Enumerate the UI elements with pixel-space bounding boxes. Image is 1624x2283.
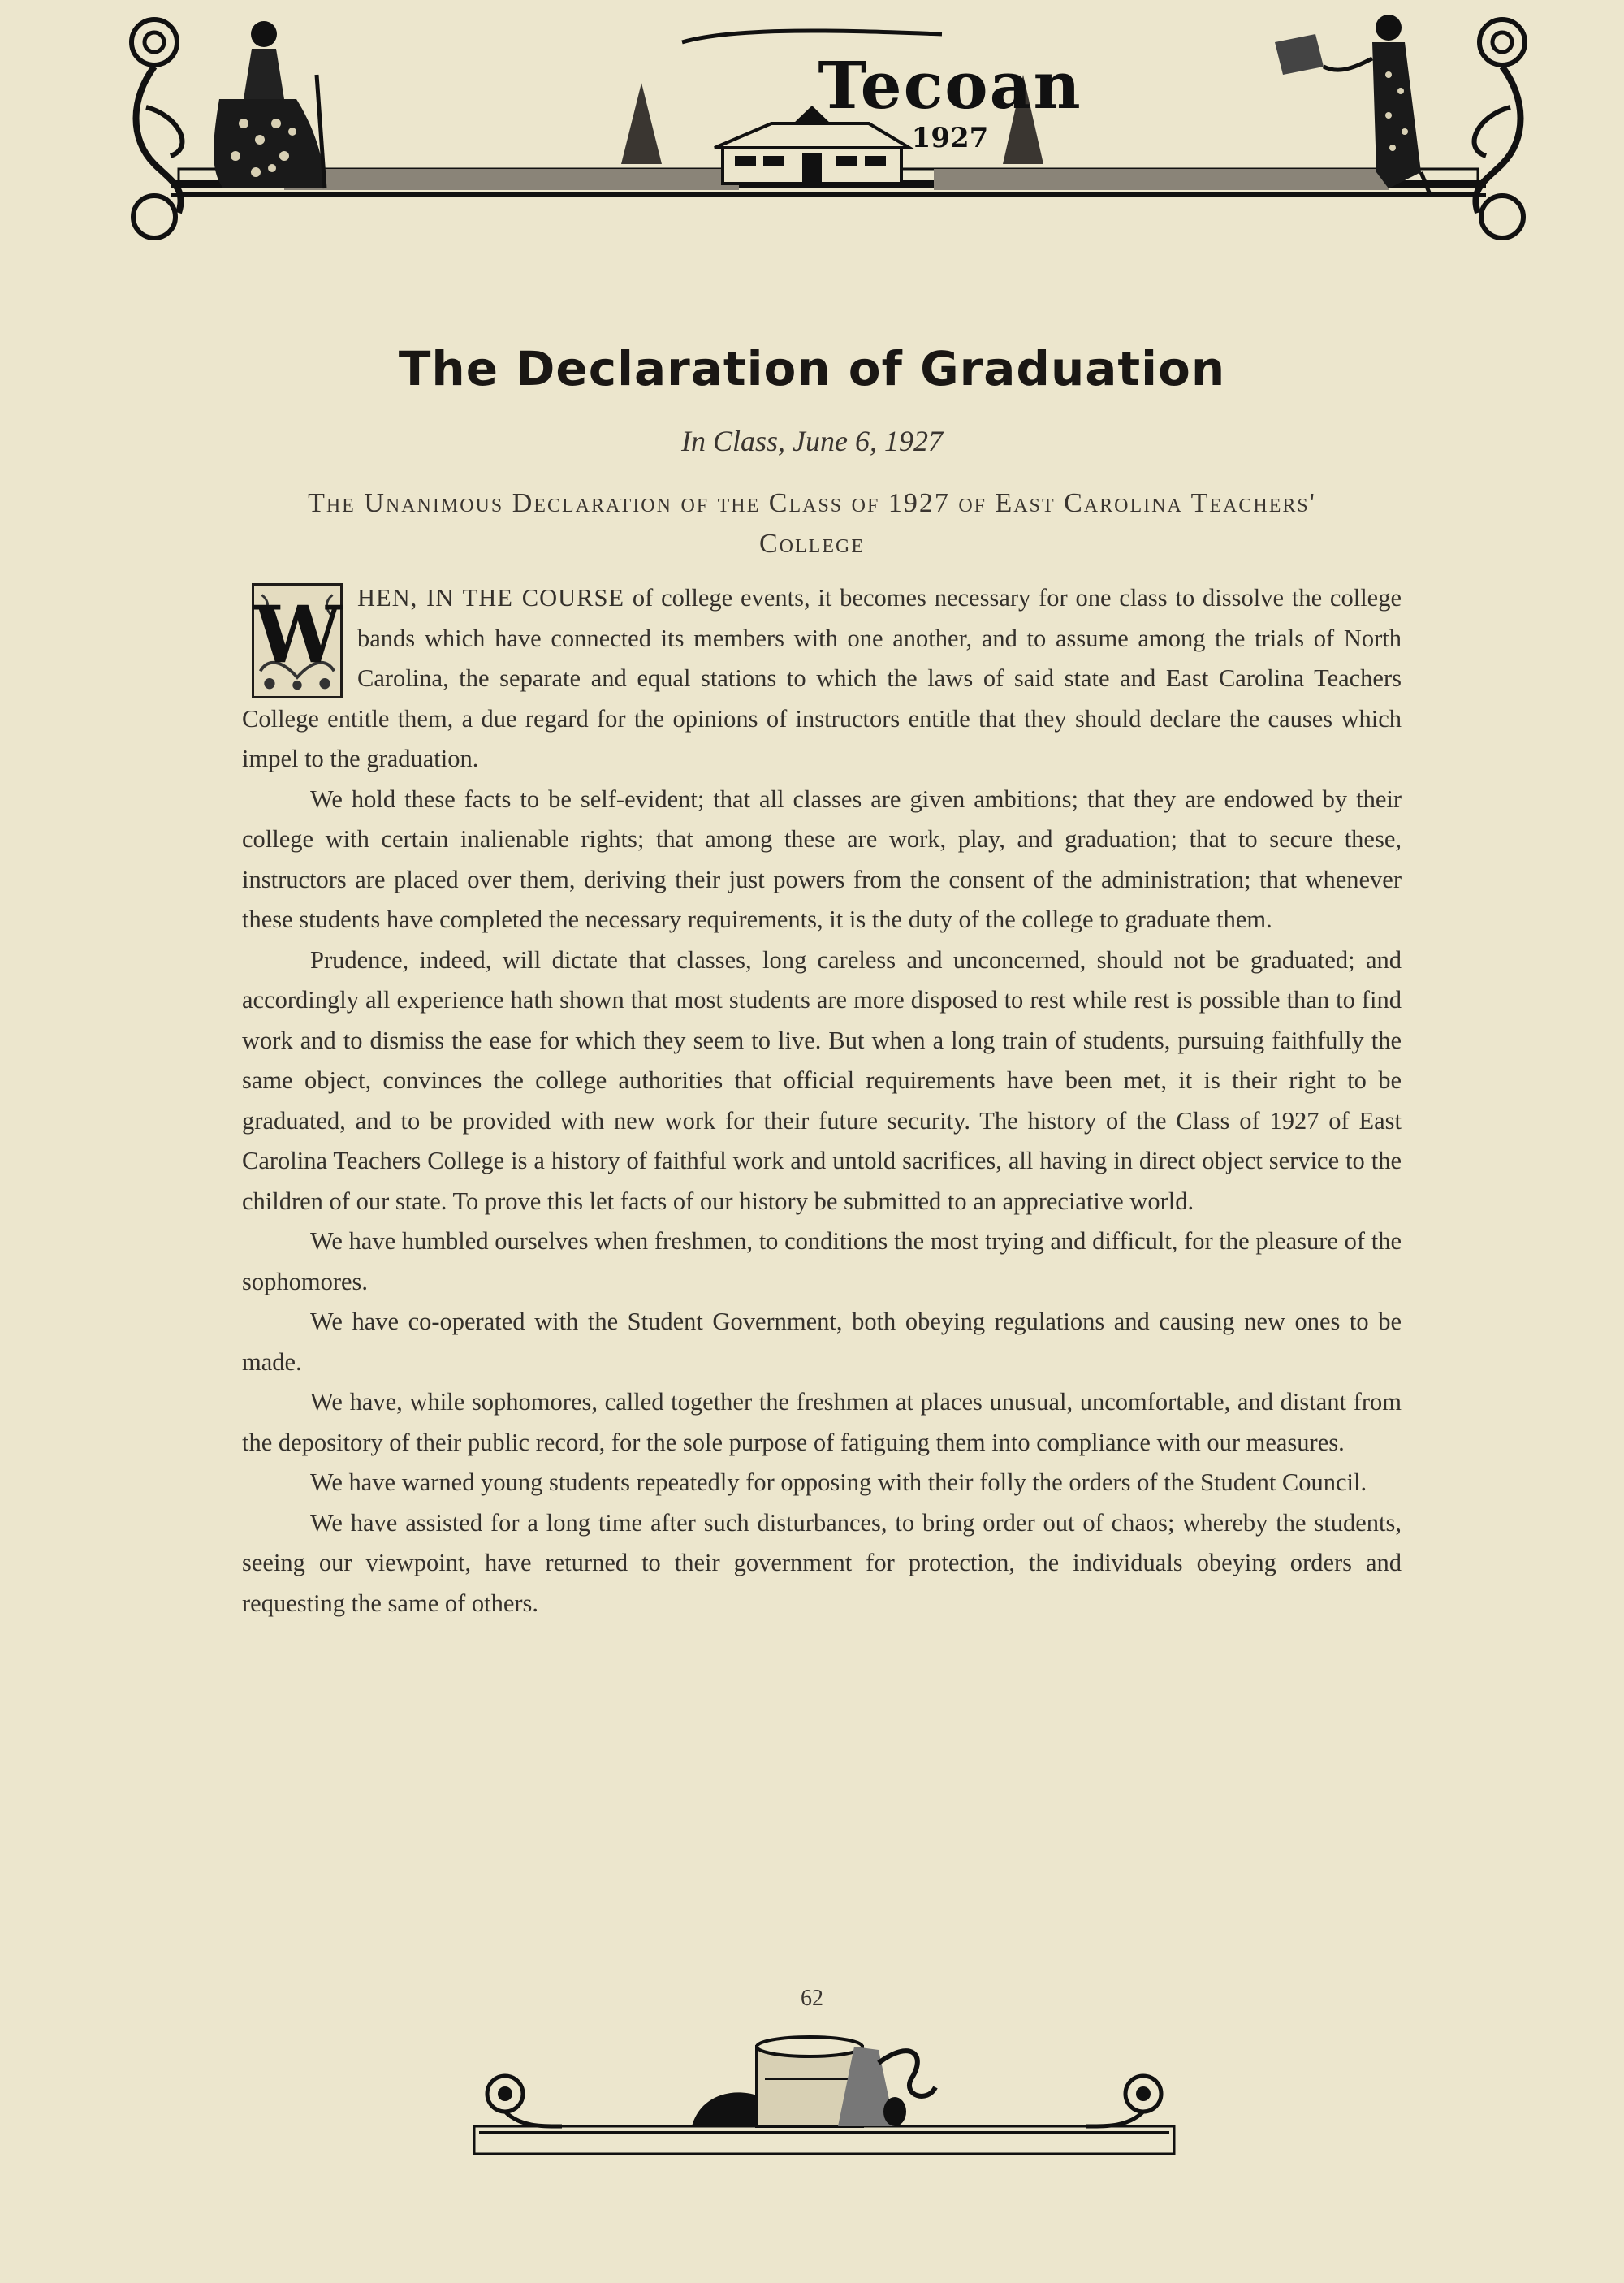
paragraph-5: We have co-operated with the Student Government, both obeying regulations and causing new ones to be made. [242, 1308, 1402, 1376]
subtitle: The Unanimous Declaration of the Class of 1927 of East Carolina Teachers' College [308, 488, 1316, 559]
masthead-title: Tecoan [818, 47, 1082, 123]
masthead-year: 1927 [911, 122, 989, 154]
paragraph-7: We have warned young students repeatedly for opposing with their folly the orders of the Student Council. [310, 1468, 1367, 1496]
lead-caps: HEN, IN THE COURSE [357, 584, 625, 612]
paragraph-4: We have humbled ourselves when freshmen, to conditions the most trying and difficult, for the pleasure of the sophomores. [242, 1227, 1402, 1295]
drop-cap-letter: W [254, 589, 342, 681]
footer-ornament [473, 2030, 1176, 2160]
paragraph-3: Prudence, indeed, will dictate that classes, long careless and unconcerned, should not be graduated; and accordingly all experience hath shown that most students are more disposed to rest while rest is possible than to find work and to dismiss the ease for which they seem to live. But when a long train of students, pursuing faithfully the same object, convinces the college authorities that official requirements have been met, it is their right to be graduated, and to be provided with new work for their future security. The history of the Class of 1927 of East Carolina Teachers College is a history of faithful work and untold sacrifices, all having in direct object service to the children of our state. To prove this let facts of our history be submitted to an appreciative world. [242, 945, 1402, 1215]
header-banner [122, 10, 1535, 247]
dateline: In Class, June 6, 1927 [681, 425, 943, 457]
page-title: The Declaration of Graduation [398, 341, 1226, 396]
paragraph-1 [242, 578, 1402, 780]
header-illustration [122, 10, 1535, 247]
footer-still-life-icon [473, 2030, 1176, 2160]
paragraph-1-text: of college events, it becomes necessary for one class to dissolve the college bands which have connected its members with one another, and to assume among the trials of North Carolina, the separate and equal stations to which the laws of said state and East Carolina Teachers College entitle them, a due regard for the opinions of instructors entitle that they should declare the causes which impel to the graduation. [242, 584, 1402, 772]
paragraph-8: We have assisted for a long time after such disturbances, to bring order out of chaos; whereby the students, seeing our viewpoint, have returned to their government for protection, the individuals obeying orders and requesting the same of others. [242, 1508, 1402, 1617]
body-text [242, 578, 1402, 1624]
paragraph-2: We hold these facts to be self-evident; that all classes are given ambitions; that they are endowed by their college with certain inalienable rights; that among these are work, play, and graduation; that to secure these, instructors are placed over them, deriving their just powers from the consent of the administration; that whenever these students have completed the necessary requirements, it is the duty of the college to graduate them. [242, 785, 1402, 933]
page-number: 62 [801, 1986, 823, 2011]
drop-cap [252, 583, 343, 698]
paragraph-6: We have, while sophomores, called together the freshmen at places unusual, uncomfortable, and distant from the depository of their public record, for the sole purpose of fatiguing them into compliance with our measures. [242, 1388, 1402, 1456]
